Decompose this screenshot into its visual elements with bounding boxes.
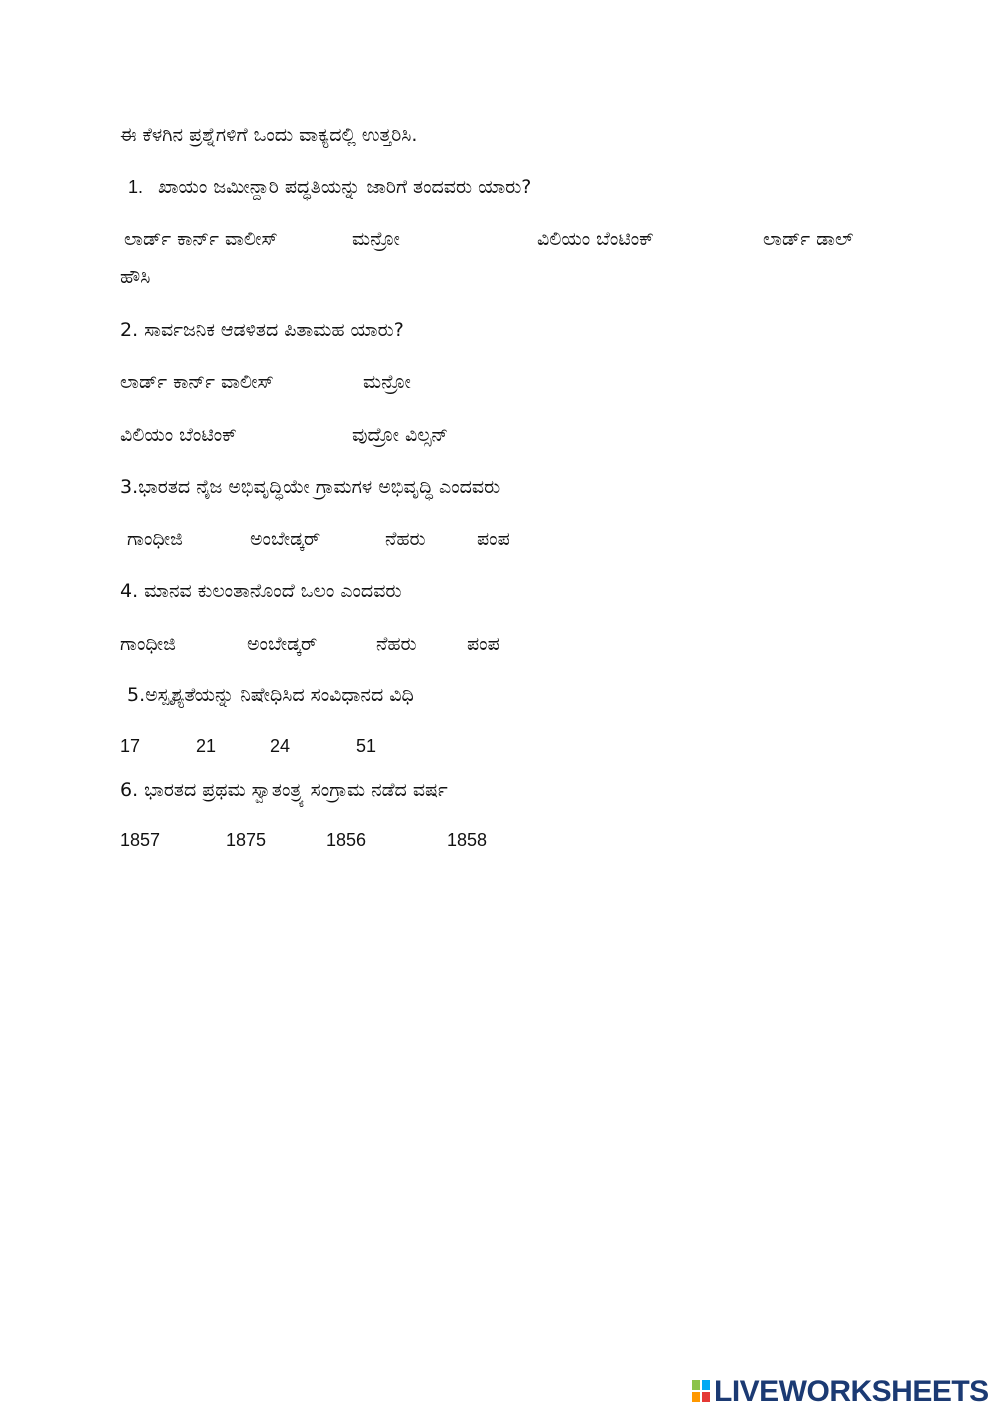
liveworksheets-logo-text: LIVEWORKSHEETS [714,1375,989,1408]
q5-option-c[interactable]: 24 [270,736,291,756]
question-3-options [0,522,1000,556]
question-3 [0,470,1000,504]
q1-option-d-wrap[interactable]: ಹೌಸಿ [120,266,151,288]
question-2-text: 2. ಸಾರ್ವಜನಿಕ ಆಡಳಿತದ ಪಿತಾಮಹ ಯಾರು? [120,319,404,341]
q6-option-b[interactable]: 1875 [226,830,267,850]
q3-option-d[interactable]: ಪಂಪ [477,528,510,550]
q1-option-c[interactable]: ವಿಲಿಯಂ ಬೆಂಟಿಂಕ್ [537,228,654,250]
q4-option-b[interactable]: ಅಂಬೇಡ್ಕರ್ [247,633,318,655]
question-1-text: ಖಾಯಂ ಜಮೀನ್ದಾರಿ ಪದ್ಧತಿಯನ್ನು ಜಾರಿಗೆ ತಂದವರು ಯಾರು? [158,176,532,198]
logo-square-1 [692,1380,700,1390]
question-1-options-wrap [0,260,1000,294]
q5-option-b[interactable]: 21 [196,736,217,756]
question-1-number: 1. [128,177,144,197]
q3-option-c[interactable]: ನೆಹರು [385,528,426,550]
question-6-options [0,823,1000,857]
q2-option-b[interactable]: ಮನ್ರೋ [363,371,411,393]
logo-square-3 [692,1392,700,1402]
question-4 [0,574,1000,608]
q3-option-b[interactable]: ಅಂಬೇಡ್ಕರ್ [250,528,321,550]
q2-option-d[interactable]: ವುದ್ರೋ ವಿಲ್ಸನ್ [352,424,449,446]
q1-option-d[interactable]: ಲಾರ್ಡ್ ಡಾಲ್ [763,228,854,250]
logo-square-4 [702,1392,710,1402]
question-2-options-row-1 [0,365,1000,399]
q6-option-c[interactable]: 1856 [326,830,367,850]
question-1 [0,170,1000,204]
q5-option-a[interactable]: 17 [120,736,141,756]
q4-option-c[interactable]: ನೆಹರು [376,633,417,655]
q2-option-a[interactable]: ಲಾರ್ಡ್ ಕಾರ್ನ್ ವಾಲೀಸ್ [120,371,274,393]
q6-option-d[interactable]: 1858 [447,830,488,850]
question-5-text: 5.ಅಸ್ಪೃಶ್ಯತೆಯನ್ನು ನಿಷೇಧಿಸಿದ ಸಂವಿಧಾನದ ವಿಧಿ [127,684,414,706]
q6-option-a[interactable]: 1857 [120,830,161,850]
logo-square-2 [702,1380,710,1390]
liveworksheets-logo[interactable] [692,1372,992,1412]
question-6 [0,773,1000,807]
q5-option-d[interactable]: 51 [356,736,377,756]
question-2 [0,313,1000,347]
q1-option-a[interactable]: ಲಾರ್ಡ್ ಕಾರ್ನ್ ವಾಲೀಸ್ [124,228,278,250]
q1-option-b[interactable]: ಮನ್ರೋ [352,228,400,250]
question-3-text: 3.ಭಾರತದ ನೈಜ ಅಭಿವೃದ್ಧಿಯೇ ಗ್ರಾಮಗಳ ಅಭಿವೃದ್ಧಿ ಎಂದವರು [120,476,501,498]
instruction-line [0,118,1000,152]
question-4-text: 4. ಮಾನವ ಕುಲಂತಾನೊಂದೆ ಒಲಂ ಎಂದವರು [120,580,402,602]
question-1-options [0,222,1000,256]
instruction-text: ಈ ಕೆಳಗಿನ ಪ್ರಶ್ನೆಗಳಿಗೆ ಒಂದು ವಾಕ್ಯದಲ್ಲಿ ಉತ್ತರಿಸಿ. [120,124,418,146]
liveworksheets-logo-icon [692,1380,712,1404]
question-6-text: 6. ಭಾರತದ ಪ್ರಥಮ ಸ್ವಾತಂತ್ರ್ಯ ಸಂಗ್ರಾಮ ನಡೆದ ವರ್ಷ [120,779,448,801]
question-5 [0,678,1000,712]
q4-option-a[interactable]: ಗಾಂಧೀಜಿ [120,633,176,655]
question-4-options [0,627,1000,661]
q4-option-d[interactable]: ಪಂಪ [467,633,500,655]
question-5-options [0,729,1000,763]
q2-option-c[interactable]: ವಿಲಿಯಂ ಬೆಂಟಿಂಕ್ [120,424,237,446]
question-2-options-row-2 [0,418,1000,452]
q3-option-a[interactable]: ಗಾಂಧೀಜಿ [127,528,183,550]
